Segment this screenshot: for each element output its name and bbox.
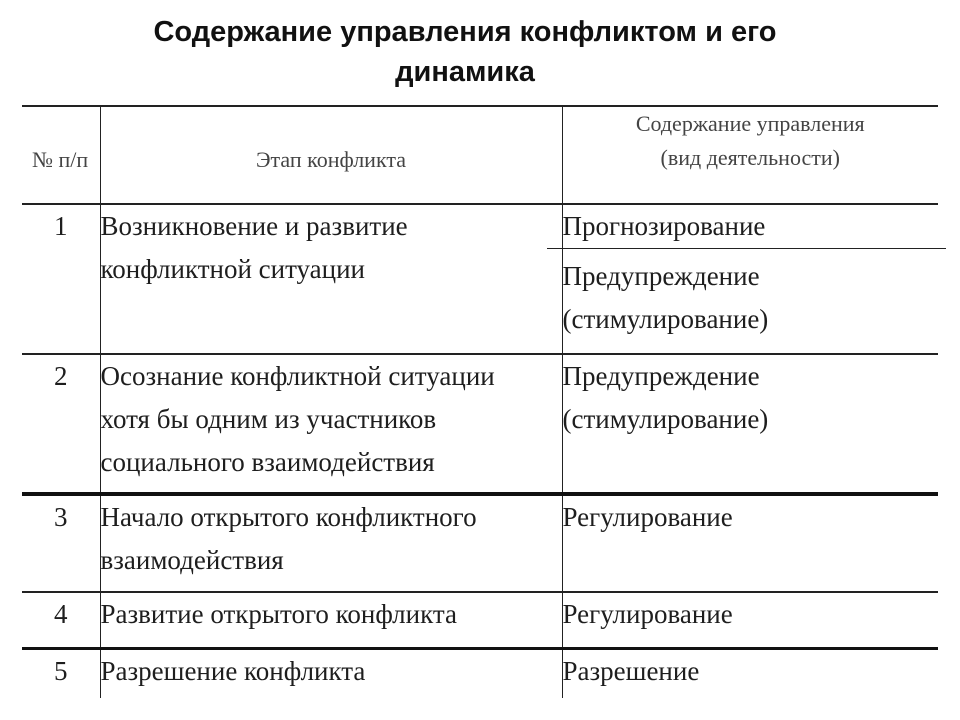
management-item: [563, 496, 939, 539]
row-stage: [100, 204, 562, 354]
management-line: Регулирование: [562, 599, 733, 629]
slide-title-line-2: динамика: [395, 56, 535, 88]
slide-title-line-1: Содержание управления конфликтом и его: [153, 16, 777, 48]
row-management: [562, 592, 938, 648]
table-header-row: [22, 106, 938, 204]
table-row: [22, 354, 938, 494]
row-stage: [100, 648, 562, 698]
row-management: [562, 204, 938, 354]
stage-line: Осознание конфликтной ситуации: [100, 361, 495, 391]
row-management: [562, 354, 938, 494]
row-number: 1: [54, 211, 68, 241]
header-management-line-1: Содержание управления: [635, 111, 865, 136]
stage-line: хотя бы одним из участников: [100, 404, 437, 434]
table-row: [22, 494, 938, 592]
management-line: (стимулирование): [562, 304, 769, 334]
stage-line: Возникновение и развитие: [100, 211, 408, 241]
stage-line: Разрешение конфликта: [100, 655, 366, 686]
row-management: [562, 494, 938, 592]
management-item: [563, 205, 939, 248]
row-number: 3: [54, 502, 68, 532]
table-row: [22, 204, 938, 354]
management-line: Прогнозирование: [562, 211, 766, 241]
row-stage: [100, 354, 562, 494]
row-stage: [100, 494, 562, 592]
conflict-management-table: [22, 105, 938, 698]
row-number: 5: [54, 655, 68, 686]
management-line: (стимулирование): [562, 404, 769, 434]
management-item: [563, 355, 939, 441]
row-number: 2: [54, 361, 68, 391]
stage-line: взаимодействия: [100, 545, 284, 575]
header-stage: Этап конфликта: [100, 106, 562, 204]
table-row: [22, 648, 938, 698]
header-management-line-2: (вид деятельности): [660, 145, 840, 170]
stage-line: Развитие открытого конфликта: [100, 599, 457, 629]
management-line: Предупреждение: [562, 361, 760, 391]
table-row: [22, 592, 938, 648]
stage-line: социального взаимодействия: [100, 447, 435, 477]
stage-line: конфликтной ситуации: [100, 254, 366, 284]
management-item: [563, 593, 939, 636]
management-item: [547, 248, 947, 341]
header-management: [562, 106, 938, 204]
slide-title: [0, 12, 930, 92]
stage-line: Начало открытого конфликтного: [100, 502, 477, 532]
row-management: [562, 648, 938, 698]
row-number: 4: [54, 599, 68, 629]
management-line: Разрешение: [562, 655, 700, 686]
management-line: Предупреждение: [562, 261, 760, 291]
header-number: № п/п: [32, 147, 89, 172]
management-item: [563, 650, 939, 693]
management-line: Регулирование: [562, 502, 733, 532]
row-stage: [100, 592, 562, 648]
